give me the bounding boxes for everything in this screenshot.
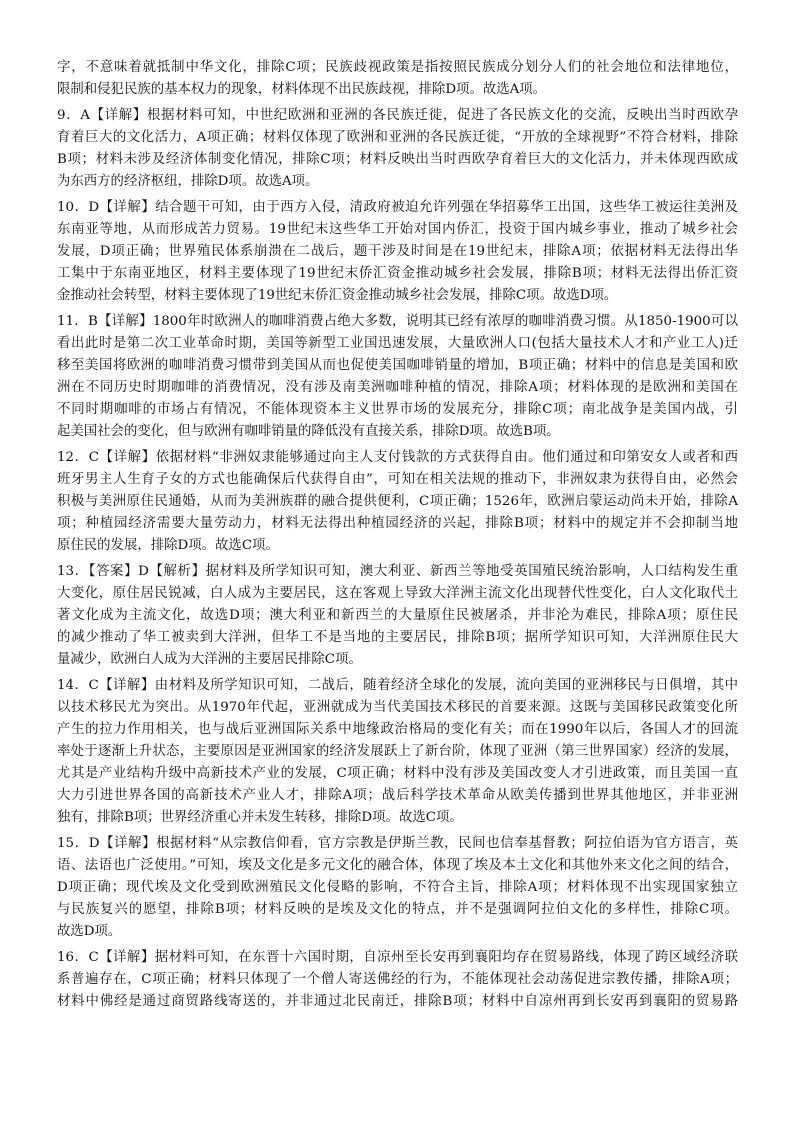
text-line: 金推动社会转型，材料主要体现了19世纪末侨汇资金推动城乡社会发展，排除C项。故选D项。 — [57, 288, 618, 303]
text-line: 系普遍存在，C项正确；材料只体现了一个僧人寄送佛经的行为，不能体现社会动荡促进宗教传播，排除A项； — [57, 972, 738, 987]
text-line: 产生的拉力作用相关，也与战后亚洲国际关系中地缘政治格局的变化有关；而在1990年以后，各国人才的回流 — [57, 722, 738, 737]
text-line: 11．B【详解】1800年时欧洲人的咖啡消费占绝大多数，说明其已经有浓厚的咖啡消费习惯。从1850-1900可以 — [57, 314, 738, 329]
text-line: 与民族复兴的愿望，排除B项；材料反映的是埃及文化的特点，并不是强调阿拉伯文化的多样性，排除C项。 — [57, 902, 738, 917]
text-line: 看出此时是第二次工业革命时期，美国等新型工业国迅速发展，大量欧洲人口(包括大量技术人才和产业工人)迁 — [57, 336, 738, 351]
text-line: 大力引进世界各国的高新技术产业人才，排除A项；战后科学技术革命从欧美传播到世界其他地区，并非亚洲 — [57, 788, 738, 803]
text-line: 以技术移民尤为突出。从1970年代起，亚洲就成为当代美国技术移民的首要来源。这既与美国移民政策变化所 — [57, 700, 738, 715]
text-line: 字，不意味着就抵制中华文化，排除C项；民族歧视政策是指按照民族成分划分人们的社会地位和法律地位， — [57, 60, 738, 75]
text-line: 限制和侵犯民族的基本权力的现象，材料体现不出民族歧视，排除D项。故选A项。 — [57, 82, 547, 97]
text-line: 洲在不同历史时期咖啡的消费情况，没有涉及南美洲咖啡种植的情况，排除A项；材料体现的是欧洲和美国在 — [57, 380, 738, 395]
text-line: 14．C【详解】由材料及所学知识可知，二战后，随着经济全球化的发展，流向美国的亚洲移民与日俱增，其中 — [57, 678, 738, 693]
text-line: 尤其是产业结构升级中高新技术产业的发展，C项正确；材料中没有涉及美国改变人才引进政策，而且美国一直 — [57, 766, 738, 781]
text-line: 著文化成为主流文化，故选D项；澳大利亚和新西兰的大量原住民被屠杀，并非沦为难民，排除A项；原住民 — [57, 608, 738, 623]
text-line: 班牙男主人生育子女的方式也能确保后代获得自由”，可知在相关法规的推动下，非洲奴隶为获得自由，必然会 — [57, 472, 738, 487]
text-line: 育着巨大的文化活力，A项正确；材料仅体现了欧洲和亚洲的各民族迁徙，“开放的全球视野”不符合材料，排除 — [57, 130, 738, 145]
text-line: 工集中于东南亚地区，材料主要体现了19世纪末侨汇资金推动城乡社会发展，排除B项；材料无法得出侨汇资 — [57, 266, 738, 281]
text-line: 不同时期咖啡的市场占有情况，不能体现资本主义世界市场的发展充分，排除C项；南北战争是美国内战，引 — [57, 402, 738, 417]
text-line: 12．C【详解】依据材料“非洲奴隶能够通过向主人支付钱款的方式获得自由。他们通过和印第安女人或者和西 — [57, 450, 738, 465]
text-line: 原住民的发展，排除D项。故选C项。 — [57, 538, 279, 553]
text-line: 材料中佛经是通过商贸路线寄送的，并非通过北民南迁，排除B项；材料中自凉州再到长安再到襄阳的贸易路 — [57, 994, 738, 1009]
text-line: 13．【答案】D【解析】据材料及所学知识可知，澳大利亚、新西兰等地受英国殖民统治影响，人口结构发生重 — [57, 564, 738, 579]
text-line: 10．D【详解】结合题干可知，由于西方入侵，清政府被迫允许列强在华招募华工出国，这些华工被运往美洲及 — [57, 200, 738, 215]
text-line: 大变化，原住居民锐减，白人成为主要居民，这在客观上导致大洋洲主流文化出现替代性变化，白人文化取代土 — [57, 586, 738, 601]
text-line: B项；材料未涉及经济体制变化情况，排除C项；材料反映出当时西欧孕育着巨大的文化活力，并未体现西欧成 — [57, 152, 738, 167]
text-line: 15．D【详解】根据材料“从宗教信仰看，官方宗教是伊斯兰教，民间也信奉基督教；阿拉伯语为官方语言，英 — [57, 836, 738, 851]
text-line: 故选D项。 — [57, 924, 122, 939]
text-line: 16．C【详解】据材料可知，在东晋十六国时期，自凉州至长安再到襄阳均存在贸易路线，体现了跨区域经济联 — [57, 950, 738, 965]
text-line: 语、法语也广泛使用。”可知，埃及文化是多元文化的融合体，体现了埃及本土文化和其他外来文化之间的结合， — [57, 858, 738, 873]
text-line: 为东西方的经济枢纽，排除D项。故选A项。 — [57, 174, 319, 189]
text-line: 东南亚等地，从而形成苦力贸易。19世纪末这些华工开始对国内侨汇，投资于国内城乡事业，推动了城乡社会 — [57, 222, 738, 237]
text-line: 积极与美洲原住民通婚，从而为美洲族群的融合提供便利，C项正确；1526年，欧洲启蒙运动尚未开始，排除A — [57, 494, 738, 509]
text-line: 起美国社会的变化，但与欧洲有咖啡销量的降低没有直接关系，排除D项。故选B项。 — [57, 424, 560, 439]
text-line: 9．A【详解】根据材料可知，中世纪欧洲和亚洲的各民族迁徙，促进了各民族文化的交流，反映出当时西欧孕 — [57, 108, 738, 123]
text-line: D项正确；现代埃及文化受到欧洲殖民文化侵略的影响，不符合主旨，排除A项；材料体现不出实现国家独立 — [57, 880, 738, 895]
text-line: 的减少推动了华工被卖到大洋洲，但华工不是当地的主要居民，排除B项；据所学知识可知，大洋洲原住民大 — [57, 630, 738, 645]
text-line: 项；种植园经济需要大量劳动力，材料无法得出种植园经济的兴起，排除B项；材料中的规定并不会抑制当地 — [57, 516, 738, 531]
text-line: 率处于逐渐上升状态，主要原因是亚洲国家的经济发展跃上了新台阶，体现了亚洲（第三世界国家）经济的发展， — [57, 744, 738, 759]
text-line: 量减少，欧洲白人成为大洋洲的主要居民排除C项。 — [57, 652, 362, 667]
text-line: 移至美国将欧洲的咖啡消费习惯带到美国从而也促使美国咖啡销量的增加，B项正确；材料中的信息是美国和欧 — [57, 358, 738, 373]
text-line: 独有，排除B项；世界经济重心并未发生转移，排除D项。故选C项。 — [57, 810, 463, 825]
text-line: 发展，D项正确；世界殖民体系崩溃在二战后，题干涉及时间是在19世纪末，排除A项；依据材料无法得出华 — [57, 244, 738, 259]
